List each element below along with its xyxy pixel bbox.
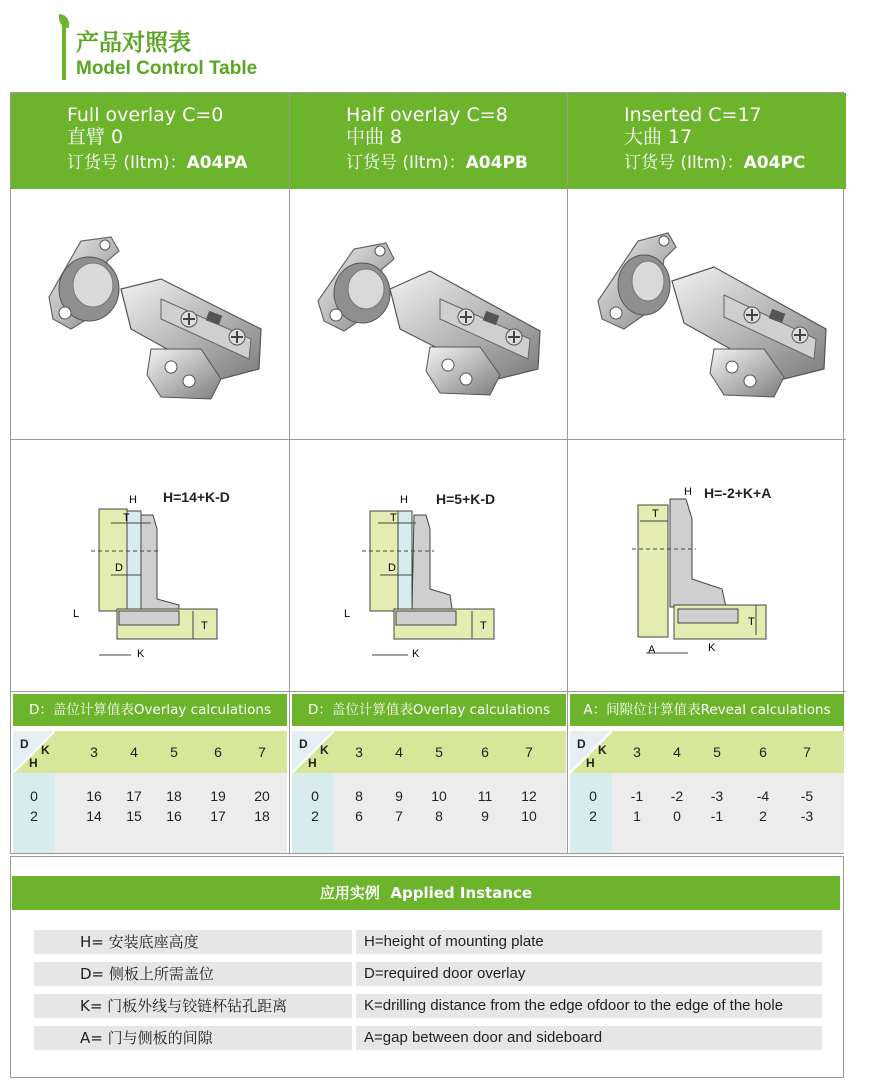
legend-en: K=drilling distance from the edge ofdoor to the edge of the hole: [356, 994, 822, 1018]
calc-value: 9: [395, 788, 403, 804]
k-value: 5: [713, 744, 721, 760]
h-value: 2: [589, 808, 597, 824]
k-value: 7: [525, 744, 533, 760]
installation-diagram: [11, 439, 289, 691]
legend-row: [34, 962, 822, 986]
calc-value: 10: [431, 788, 447, 804]
installation-diagram-cell: [11, 439, 289, 692]
calc-value: 9: [481, 808, 489, 824]
model-table: [10, 92, 844, 854]
dim-label-k: K: [708, 642, 716, 654]
k-value: 5: [170, 744, 178, 760]
legend-en: D=required door overlay: [356, 962, 822, 986]
order-label: 订货号 (Iltm)：: [624, 153, 744, 173]
legend-zh: D= 侧板上所需盖位: [34, 962, 352, 986]
formula: H=-2+K+A: [704, 485, 772, 501]
calc-value: 8: [435, 808, 443, 824]
installation-diagram: [290, 439, 568, 691]
corner-k: K: [320, 743, 329, 757]
dim-label-h: H: [400, 494, 408, 506]
legend-en: A=gap between door and sideboard: [356, 1026, 822, 1050]
model-type-zh: 直臂 0: [67, 126, 124, 148]
applied-instance: [12, 876, 840, 1047]
order-code: A04PA: [186, 153, 248, 173]
calc-value: 18: [254, 808, 270, 824]
legend-zh: H= 安装底座高度: [34, 930, 352, 954]
k-value: 3: [90, 744, 98, 760]
h-value: 0: [311, 788, 319, 804]
applied-title-zh: 应用实例: [319, 884, 380, 902]
dim-label-d: D: [115, 562, 123, 574]
k-value: 6: [214, 744, 222, 760]
h-value: 0: [30, 788, 38, 804]
calc-value: 16: [86, 788, 102, 804]
dim-label-t2: T: [201, 620, 208, 632]
model-type: Full overlay C=0: [67, 104, 224, 126]
hinge-photo-cell: [568, 189, 846, 440]
model-header: [11, 93, 289, 189]
calc-value: 19: [210, 788, 226, 804]
calc-value: -5: [800, 788, 814, 804]
calc-value: 14: [86, 808, 102, 824]
dim-label-t2: T: [748, 616, 755, 628]
model-header: [290, 93, 568, 189]
model-header: [568, 93, 846, 189]
calc-value: 11: [477, 788, 493, 804]
corner-d: D: [577, 737, 586, 751]
dim-label-l: L: [344, 608, 351, 620]
dim-label-d: D: [388, 562, 396, 574]
calc-title: D：盖位计算值表Overlay calculations: [292, 694, 566, 726]
calc-corner: [292, 731, 334, 773]
corner-k: K: [598, 743, 607, 757]
k-value: 3: [355, 744, 363, 760]
order-code: A04PB: [465, 153, 528, 173]
model-column-a04pb: [289, 93, 568, 853]
dim-label-t: T: [652, 508, 659, 520]
order-label: 订货号 (Iltm)：: [346, 153, 466, 173]
page-title-en: Model Control Table: [76, 58, 258, 79]
corner-h: H: [29, 756, 38, 770]
order-label: 订货号 (Iltm)：: [67, 153, 187, 173]
dim-label-t: T: [390, 512, 397, 524]
order-number: [67, 152, 289, 174]
k-value: 4: [673, 744, 681, 760]
dim-label-h: H: [129, 494, 137, 506]
legend-row: [34, 994, 822, 1018]
dim-label-t2: T: [480, 620, 487, 632]
corner-d: D: [299, 737, 308, 751]
order-code: A04PC: [743, 153, 806, 173]
hinge-image: [290, 189, 568, 439]
dim-label-t: T: [123, 512, 130, 524]
calc-value: 12: [521, 788, 537, 804]
dim-label-h: H: [684, 486, 692, 498]
calc-value: 17: [126, 788, 142, 804]
calc-value: 18: [166, 788, 182, 804]
dim-label-k: K: [412, 648, 420, 660]
calc-table: [570, 731, 844, 853]
calc-corner: [570, 731, 612, 773]
k-value: 3: [633, 744, 641, 760]
page-title-zh: 产品对照表: [76, 30, 191, 56]
calc-table: [13, 731, 287, 853]
model-type: Inserted C=17: [624, 104, 762, 126]
hinge-photo-cell: [11, 189, 289, 440]
calc-value: 7: [395, 808, 403, 824]
formula: H=14+K-D: [163, 489, 230, 505]
calc-value: 15: [126, 808, 142, 824]
calc-value: -3: [710, 788, 724, 804]
applied-title-en: Applied Instance: [390, 884, 533, 902]
k-value: 5: [435, 744, 443, 760]
hinge-image: [568, 189, 846, 439]
k-value: 4: [395, 744, 403, 760]
model-type: Half overlay C=8: [346, 104, 508, 126]
formula: H=5+K-D: [436, 491, 496, 507]
dim-label-l: L: [73, 608, 80, 620]
corner-h: H: [586, 756, 595, 770]
k-value: 7: [803, 744, 811, 760]
model-column-a04pc: [567, 93, 846, 853]
calc-corner: [13, 731, 55, 773]
h-value: 0: [589, 788, 597, 804]
calc-value: 8: [355, 788, 363, 804]
model-column-a04pa: [11, 93, 289, 853]
legend-row: [34, 1026, 822, 1050]
calc-value: 6: [355, 808, 363, 824]
installation-diagram-cell: [290, 439, 568, 692]
corner-d: D: [20, 737, 29, 751]
model-type-zh: 大曲 17: [624, 126, 693, 148]
order-number: [624, 152, 846, 174]
legend-en: H=height of mounting plate: [356, 930, 822, 954]
hinge-photo-cell: [290, 189, 568, 440]
k-value: 4: [130, 744, 138, 760]
calc-value: 2: [759, 808, 767, 824]
order-number: [346, 152, 568, 174]
calc-value: -3: [800, 808, 814, 824]
legend-row: [34, 930, 822, 954]
legend-zh: A= 门与侧板的间隙: [34, 1026, 352, 1050]
k-value: 7: [258, 744, 266, 760]
hinge-image: [11, 189, 289, 439]
corner-k: K: [41, 743, 50, 757]
dim-label-a: A: [648, 644, 656, 656]
calc-value: 16: [166, 808, 182, 824]
k-value: 6: [759, 744, 767, 760]
calc-title: D：盖位计算值表Overlay calculations: [13, 694, 287, 726]
calc-table: [292, 731, 566, 853]
h-value: 2: [30, 808, 38, 824]
installation-diagram-cell: [568, 439, 846, 692]
calc-value: 20: [254, 788, 270, 804]
h-value: 2: [311, 808, 319, 824]
applied-instance-title: [12, 876, 840, 910]
calc-value: -1: [710, 808, 724, 824]
calc-value: 0: [673, 808, 681, 824]
calc-value: 1: [633, 808, 641, 824]
calc-value: -4: [756, 788, 770, 804]
k-value: 6: [481, 744, 489, 760]
calc-value: 17: [210, 808, 226, 824]
calc-value: 10: [521, 808, 537, 824]
installation-diagram: [568, 439, 846, 691]
legend-zh: K= 门板外线与铰链杯钻孔距离: [34, 994, 352, 1018]
corner-h: H: [308, 756, 317, 770]
calc-value: -2: [670, 788, 684, 804]
dim-label-k: K: [137, 648, 145, 660]
leaf-icon: [59, 14, 69, 28]
calc-value: -1: [630, 788, 644, 804]
model-type-zh: 中曲 8: [346, 126, 403, 148]
calc-title: A：间隙位计算值表Reveal calculations: [570, 694, 844, 726]
